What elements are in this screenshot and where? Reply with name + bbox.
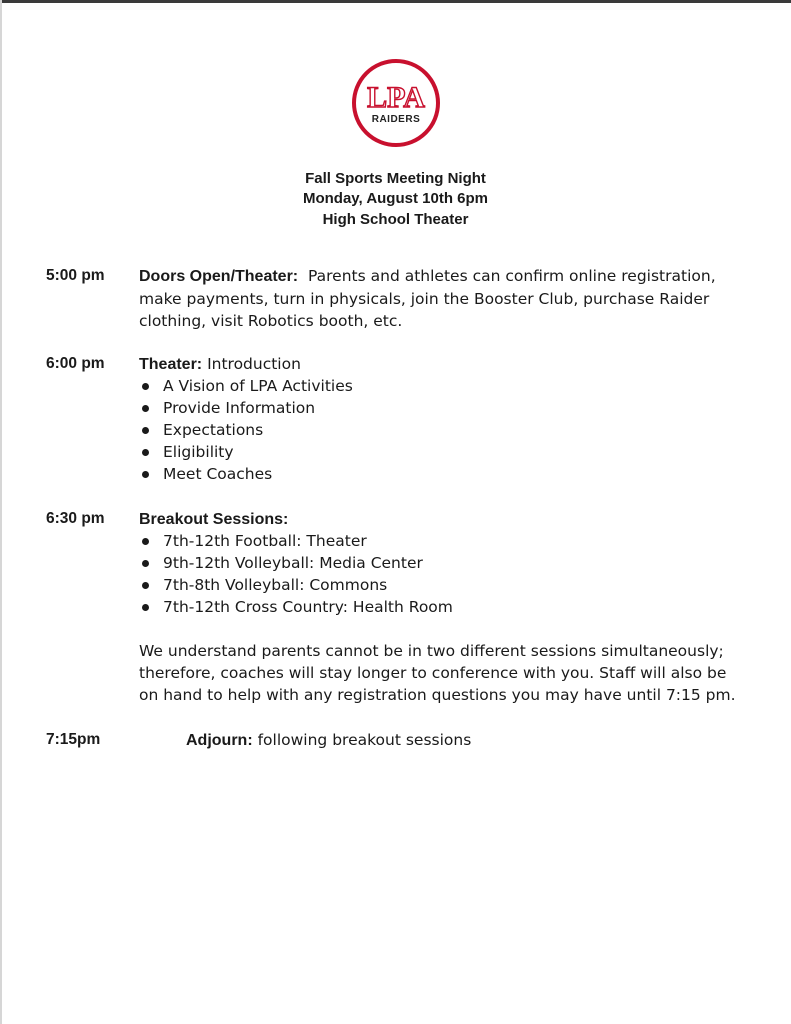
- bullet-icon: [142, 582, 149, 589]
- svg-text:LPA: LPA: [367, 81, 425, 114]
- bullet-icon: [142, 538, 149, 545]
- bullet-icon: [142, 383, 149, 390]
- event-date: Monday, August 10th 6pm: [302, 190, 488, 207]
- schedule-item-breakout: [139, 508, 749, 531]
- list-item: 7th-12th Football: Theater: [139, 530, 453, 552]
- list-item: A Vision of LPA Activities: [139, 375, 353, 397]
- event-title: Fall Sports Meeting Night: [305, 170, 486, 187]
- lpa-raiders-logo: [351, 58, 441, 148]
- event-location: High School Theater: [322, 211, 469, 228]
- schedule-time: 6:30 pm: [46, 510, 105, 527]
- list-item: Meet Coaches: [139, 463, 353, 485]
- schedule-heading: Adjourn:: [186, 732, 253, 749]
- schedule-time: 5:00 pm: [46, 267, 105, 284]
- breakout-sessions-list: [139, 530, 453, 618]
- bullet-icon: [142, 449, 149, 456]
- schedule-item-doors-open: [139, 265, 749, 332]
- schedule-description: Introduction: [207, 355, 301, 373]
- list-item: 7th-12th Cross Country: Health Room: [139, 596, 453, 618]
- page-left-border: [0, 0, 2, 1024]
- schedule-item-adjourn: [186, 729, 746, 752]
- schedule-description: following breakout sessions: [257, 731, 472, 749]
- bullet-icon: [142, 604, 149, 611]
- list-item: 9th-12th Volleyball: Media Center: [139, 552, 453, 574]
- list-item: Expectations: [139, 419, 353, 441]
- page-top-border: [0, 0, 791, 3]
- bullet-icon: [142, 471, 149, 478]
- breakout-note: We understand parents cannot be in two different sessions simultaneously; therefore, coaches will stay longer to conference with you. Staff will also be on hand to help with any registration questions you may have until 7:15 pm.: [139, 642, 736, 704]
- schedule-time: 7:15pm: [46, 731, 101, 748]
- theater-agenda-list: [139, 375, 353, 485]
- schedule-heading: Theater:: [139, 356, 203, 373]
- bullet-icon: [142, 405, 149, 412]
- bullet-icon: [142, 427, 149, 434]
- list-item: Provide Information: [139, 397, 353, 419]
- schedule-description: Parents and athletes can confirm online registration, make payments, turn in physicals, join the Booster Club, purchase Raider clothing, visit Robotics booth, etc.: [139, 267, 716, 330]
- bullet-icon: [142, 560, 149, 567]
- list-item: Eligibility: [139, 441, 353, 463]
- schedule-heading: Breakout Sessions:: [139, 511, 289, 528]
- schedule-time: 6:00 pm: [46, 355, 105, 372]
- schedule-heading: Doors Open/Theater:: [139, 268, 299, 285]
- svg-text:RAIDERS: RAIDERS: [371, 114, 421, 125]
- schedule-item-theater: [139, 353, 749, 376]
- list-item: 7th-8th Volleyball: Commons: [139, 574, 453, 596]
